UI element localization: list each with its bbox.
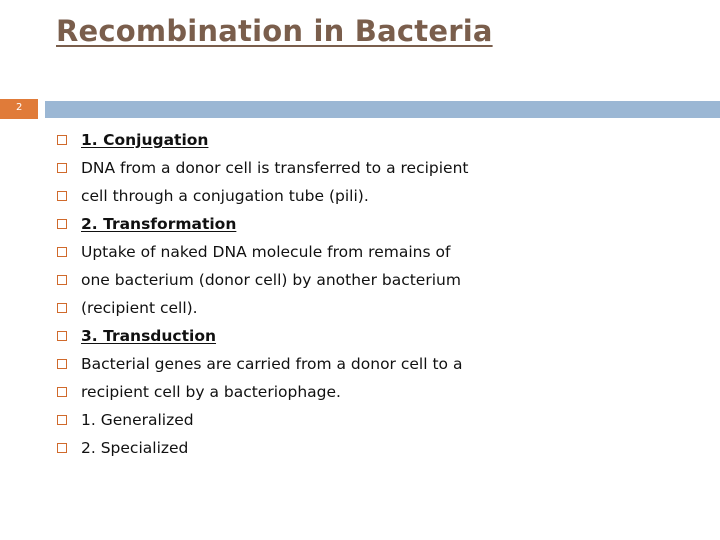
square-bullet-icon [57,163,67,173]
list-item [57,182,469,210]
list-item [57,266,469,294]
list-item [57,238,469,266]
bullet-text: 2. Specialized [81,439,189,457]
square-bullet-icon [57,135,67,145]
bullet-list [57,126,469,462]
list-item [57,406,469,434]
bullet-text: (recipient cell). [81,299,198,317]
section-heading-transduction: 3. Transduction [81,327,217,345]
square-bullet-icon [57,303,67,313]
square-bullet-icon [57,275,67,285]
slide-title: Recombination in Bacteria [56,14,493,48]
square-bullet-icon [57,331,67,341]
bullet-text: 1. Generalized [81,411,194,429]
list-item [57,126,469,154]
list-item [57,378,469,406]
section-heading-transformation: 2. Transformation [81,215,237,233]
list-item [57,322,469,350]
list-item [57,294,469,322]
bullet-text: one bacterium (donor cell) by another bacterium [81,271,461,289]
square-bullet-icon [57,247,67,257]
square-bullet-icon [57,219,67,229]
accent-bar [45,101,720,118]
list-item [57,350,469,378]
slide-number: 2 [16,102,23,113]
list-item [57,434,469,462]
bullet-text: Bacterial genes are carried from a donor cell to a [81,355,463,373]
bullet-text: DNA from a donor cell is transferred to a recipient [81,159,469,177]
bullet-text: recipient cell by a bacteriophage. [81,383,341,401]
list-item [57,210,469,238]
section-heading-conjugation: 1. Conjugation [81,131,209,149]
list-item [57,154,469,182]
bullet-text: cell through a conjugation tube (pili). [81,187,369,205]
square-bullet-icon [57,191,67,201]
square-bullet-icon [57,443,67,453]
bullet-text: Uptake of naked DNA molecule from remains of [81,243,451,261]
square-bullet-icon [57,359,67,369]
square-bullet-icon [57,387,67,397]
square-bullet-icon [57,415,67,425]
